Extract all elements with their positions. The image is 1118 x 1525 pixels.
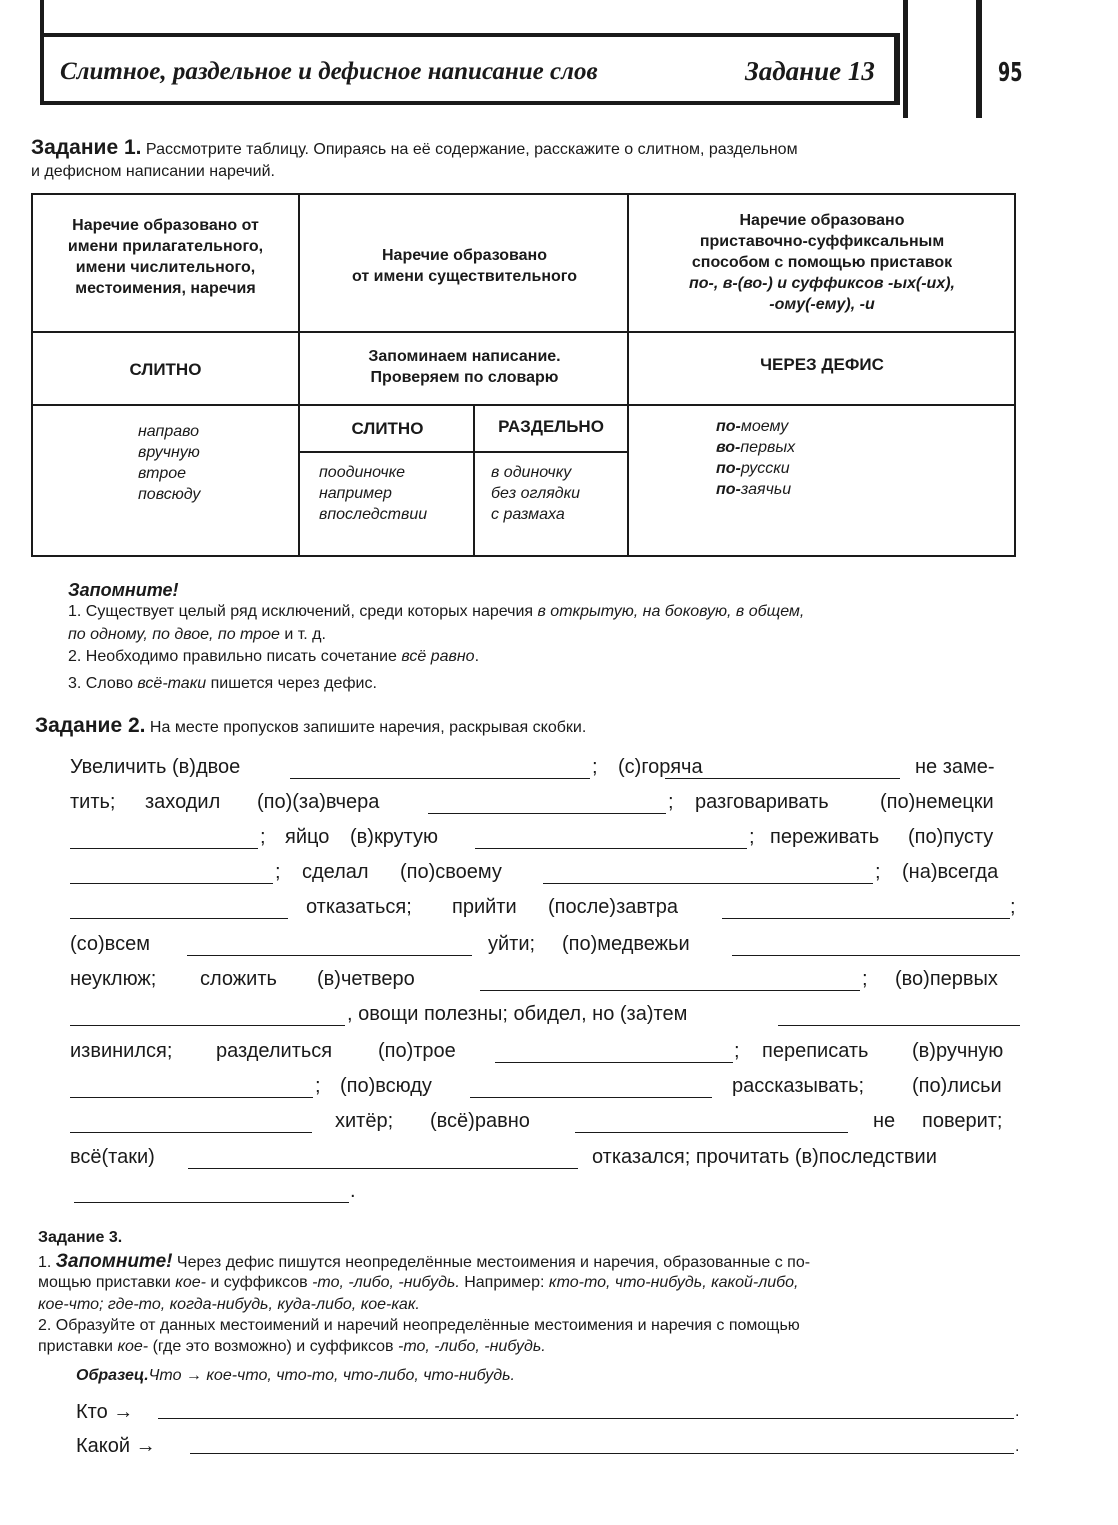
- page-number-rule: [976, 0, 982, 118]
- exercise-line: тить; заходил (по)(за)вчера ; разговаривать (по)немецки: [70, 791, 994, 813]
- table-sub-row-divider: [298, 451, 629, 453]
- task1-label: Задание 1.: [31, 136, 142, 159]
- task3-item-kakoy: Какой →: [76, 1435, 156, 1457]
- answer-blank[interactable]: [428, 791, 666, 814]
- answer-line-kto[interactable]: [158, 1398, 1014, 1419]
- table-row-divider-1: [31, 331, 1016, 333]
- task1-text-line1: Рассмотрите таблицу. Опираясь на её содержание, расскажите о слитном, раздельном: [145, 141, 798, 158]
- answer-blank[interactable]: [188, 1146, 578, 1169]
- answer-blank[interactable]: [470, 1075, 712, 1098]
- task2-label: Задание 2.: [35, 714, 146, 737]
- table-col1-header: Наречие образовано от имени прилагательного, имени числительного, местоимения, наречия: [67, 217, 264, 297]
- answer-blank[interactable]: [70, 861, 273, 884]
- answer-blank[interactable]: [495, 1040, 733, 1063]
- defis-example: во-первых: [716, 439, 796, 456]
- defis-example: по-заячьи: [716, 481, 792, 498]
- exercise-line: извинился; разделиться (по)трое ; переписать (в)ручную: [70, 1040, 1004, 1062]
- table-col-divider-2: [627, 193, 629, 557]
- task3-para1-line1: 1. Запомните! Через дефис пишутся неопределённые местоимения и наречия, образованные с по-: [38, 1251, 811, 1272]
- answer-blank[interactable]: [74, 1180, 349, 1203]
- answer-blank[interactable]: [722, 896, 1010, 919]
- answer-dot: .: [1015, 1403, 1020, 1420]
- table-col1-examples: направо вручную втрое повсюду: [138, 423, 201, 503]
- answer-blank[interactable]: [732, 933, 1020, 956]
- table-sub-slitno: СЛИТНО: [351, 419, 424, 438]
- exercise-line: всё(таки) отказался; прочитать (в)последствии: [70, 1146, 937, 1168]
- answer-blank[interactable]: [70, 896, 288, 919]
- page-right-rule: [903, 0, 908, 118]
- page-number: 95: [998, 58, 1023, 88]
- table-defis-label: ЧЕРЕЗ ДЕФИС: [760, 355, 884, 374]
- answer-blank[interactable]: [70, 1075, 313, 1098]
- exercise-line: .: [70, 1180, 1020, 1210]
- answer-blank[interactable]: [290, 756, 590, 779]
- table-slitno-label: СЛИТНО: [129, 360, 202, 379]
- exercise-line: отказаться; прийти (после)завтра ;: [70, 896, 1020, 926]
- answer-blank[interactable]: [70, 1110, 312, 1133]
- table-col3-header: Наречие образовано приставочно-суффиксальным способом с помощью приставок по-, в-(во-) и суффиксов -ых(-их), -ому(-ему), -и: [689, 212, 955, 313]
- remember1-item1: 1. Существует целый ряд исключений, среди которых наречия в открытую, на боковую, в общем,: [68, 603, 805, 620]
- exercise-line: (со)всем уйти; (по)медвежьи: [70, 933, 1020, 963]
- remember1-item3: 3. Слово всё-таки пишется через дефис.: [68, 675, 377, 692]
- page-left-rule: [40, 0, 44, 36]
- task3-para2-line2: приставки кое- (где это возможно) и суффиксов -то, -либо, -нибудь.: [38, 1338, 546, 1355]
- answer-blank[interactable]: [778, 1003, 1020, 1026]
- task3-para2-line1: 2. Образуйте от данных местоимений и наречий неопределённые местоимения и наречия с помощью: [38, 1317, 800, 1334]
- exercise-line: , овощи полезны; обидел, но (за)тем: [70, 1003, 1020, 1033]
- table-slitno-examples: поодиночке например впоследствии: [319, 464, 428, 523]
- table-col-divider-1: [298, 193, 300, 557]
- answer-dot: .: [1015, 1438, 1020, 1455]
- exercise-line: хитёр; (всё)равно не поверит;: [70, 1110, 1020, 1140]
- task1-intro: [31, 138, 1021, 160]
- remember1-item1-cont: по одному, по двое, по трое и т. д.: [68, 626, 326, 643]
- remember1-title: Запомните!: [68, 580, 179, 600]
- answer-blank[interactable]: [480, 968, 860, 991]
- answer-blank[interactable]: [70, 826, 258, 849]
- header-title: Слитное, раздельное и дефисное написание слов: [60, 58, 598, 85]
- table-col2-header: Наречие образовано от имени существительного: [352, 247, 577, 285]
- exercise-line: ; яйцо (в)крутую ; переживать (по)пусту: [70, 826, 1020, 856]
- header-task-number: Задание 13: [745, 56, 875, 86]
- exercise-line: ; сделал (по)своему ; (на)всегда: [70, 861, 1020, 891]
- defis-example: по-моему: [716, 418, 789, 435]
- answer-line-kakoy[interactable]: [190, 1433, 1014, 1454]
- task2-intro: [35, 716, 586, 738]
- table-sub-razdelno: РАЗДЕЛЬНО: [498, 417, 604, 436]
- answer-blank[interactable]: [575, 1110, 848, 1133]
- table-razdelno-examples: в одиночку без оглядки с размаха: [491, 464, 581, 523]
- answer-blank[interactable]: [187, 933, 472, 956]
- remember1-item2: 2. Необходимо правильно писать сочетание всё равно.: [68, 648, 480, 665]
- answer-blank[interactable]: [665, 756, 900, 779]
- answer-blank[interactable]: [475, 826, 747, 849]
- table-defis-examples: [716, 416, 795, 500]
- task3-label: Задание 3.: [38, 1229, 123, 1246]
- defis-example: по-русски: [716, 460, 790, 477]
- task3-sample: Образец.Что → кое-что, что-то, что-либо, что-нибудь.: [76, 1367, 515, 1384]
- table-row-divider-2: [31, 404, 1016, 406]
- answer-blank[interactable]: [543, 861, 873, 884]
- exercise-line: Увеличить (в)двое ; (с)горяча не заме-: [70, 756, 995, 778]
- task2-text: На месте пропусков запишите наречия, раскрывая скобки.: [149, 719, 587, 736]
- exercise-line: ; (по)всюду рассказывать; (по)лисьи: [70, 1075, 1020, 1105]
- task3-para1-line2: мощью приставки кое- и суффиксов -то, -либо, -нибудь. Например: кто-то, что-нибудь, какой-либо,: [38, 1274, 799, 1291]
- exercise-line: неуклюж; сложить (в)четверо ; (во)первых: [70, 968, 998, 990]
- table-remember-label: Запоминаем написание. Проверяем по словарю: [368, 348, 561, 386]
- task3-para1-line3: кое-что; где-то, когда-нибудь, куда-либо, кое-как.: [38, 1296, 420, 1313]
- task3-item-kto: Кто →: [76, 1401, 134, 1423]
- answer-blank[interactable]: [70, 1003, 345, 1026]
- task1-text-line2: и дефисном написании наречий.: [31, 163, 275, 180]
